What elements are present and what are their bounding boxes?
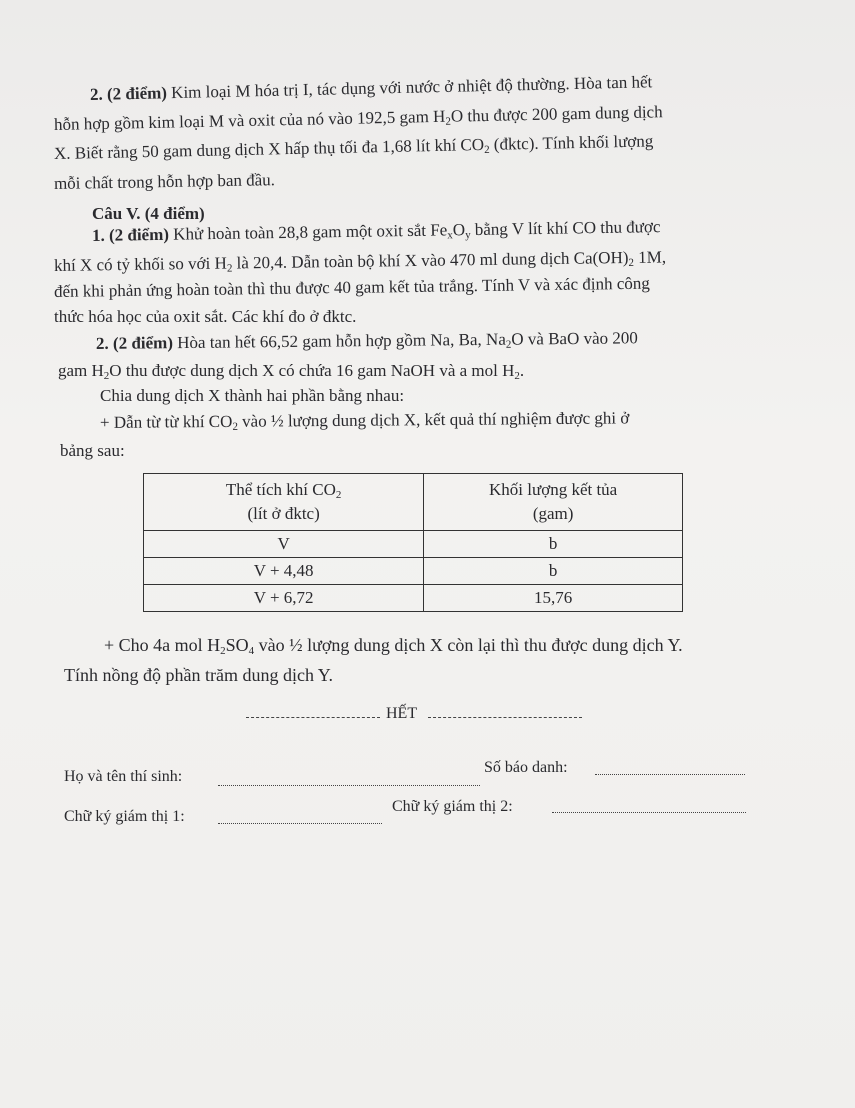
table-row [144,558,683,585]
c5-p1-line-2: khí X có tỷ khối so với $H_2$ là 20,4. Dẫn toàn bộ khí X vào 470 ml dung dịch $Ca(OH)_2$ 1M, [53,247,667,275]
c5-p2-line-4: + Dẫn từ từ khí $CO_2$ vào ½ lượng dung dịch X, kết quả thí nghiệm được ghi ở [99,408,630,433]
proctor1-signature-field [218,823,382,824]
end-dash-left [246,717,380,718]
after-line-1: + Cho 4a mol $H_2SO_4$ vào ½ lượng dung dịch X còn lại thì thu được dung dịch Y. [104,635,683,657]
candidate-name-label: Họ và tên thí sinh: [64,768,183,785]
c5-p2-line-2: gam $H_2O$ thu được dung dịch X có chứa 16 gam NaOH và a mol $H_2$. [58,361,525,382]
table-row [144,531,683,558]
cell-mass: 15,76 [424,585,683,612]
cell-volume: V + 4,48 [144,558,424,585]
q2-line-1: 2. (2 điểm) Kim loại M hóa trị I, tác dụng với nước ở nhiệt độ thường. Hòa tan hết [89,72,653,104]
c5-p2-line-3: Chia dung dịch X thành hai phần bằng nhau: [100,386,405,405]
candidate-name-field [218,785,480,786]
cell-volume: V + 6,72 [144,585,424,612]
proctor1-signature-label: Chữ ký giám thị 1: [64,808,185,825]
end-label: HẾT [386,705,418,722]
section-heading: Câu V. (4 điểm) [92,204,205,223]
cell-mass: b [424,558,683,585]
c5-p1-line-4: thức hóa học của oxit sắt. Các khí đo ở đktc. [54,307,357,326]
c5-p2-line-1: 2. (2 điểm) Hòa tan hết 66,52 gam hỗn hợp gồm Na, Ba, $Na_2O$ và BaO vào 200 [95,328,638,353]
candidate-number-label: Số báo danh: [484,759,568,776]
c5-p1-line-1: 1. (2 điểm) Khử hoàn toàn 28,8 gam một oxit sắt $Fe_xO_y$ bằng V lít khí CO thu được [91,217,661,245]
q2-line-3: X. Biết rằng 50 gam dung dịch X hấp thụ tối đa 1,68 lít khí $CO_2$ (đktc). Tính khối lượng [53,131,654,163]
candidate-number-field [595,774,745,775]
proctor2-signature-label: Chữ ký giám thị 2: [392,798,513,815]
table-row [144,585,683,612]
experiment-table [143,473,683,612]
cell-mass: b [424,531,683,558]
header-volume: Thể tích khí $CO_2$ (lít ở đktc) [144,474,424,531]
proctor2-signature-field [552,812,746,813]
q2-line-4: mỗi chất trong hỗn hợp ban đầu. [53,170,276,193]
table-header-row [144,474,683,531]
header-mass: Khối lượng kết tủa (gam) [424,474,683,531]
q2-line-2: hỗn hợp gồm kim loại M và oxit của nó vào 192,5 gam $H_2O$ thu được 200 gam dung dịch [53,102,663,134]
end-dash-right [428,717,582,718]
c5-p1-line-3: đến khi phản ứng hoàn toàn thì thu được 40 gam kết tủa trắng. Tính V và xác định công [53,273,650,301]
c5-p2-line-5: bảng sau: [60,441,125,460]
cell-volume: V [144,531,424,558]
after-line-2: Tính nồng độ phần trăm dung dịch Y. [64,665,333,685]
